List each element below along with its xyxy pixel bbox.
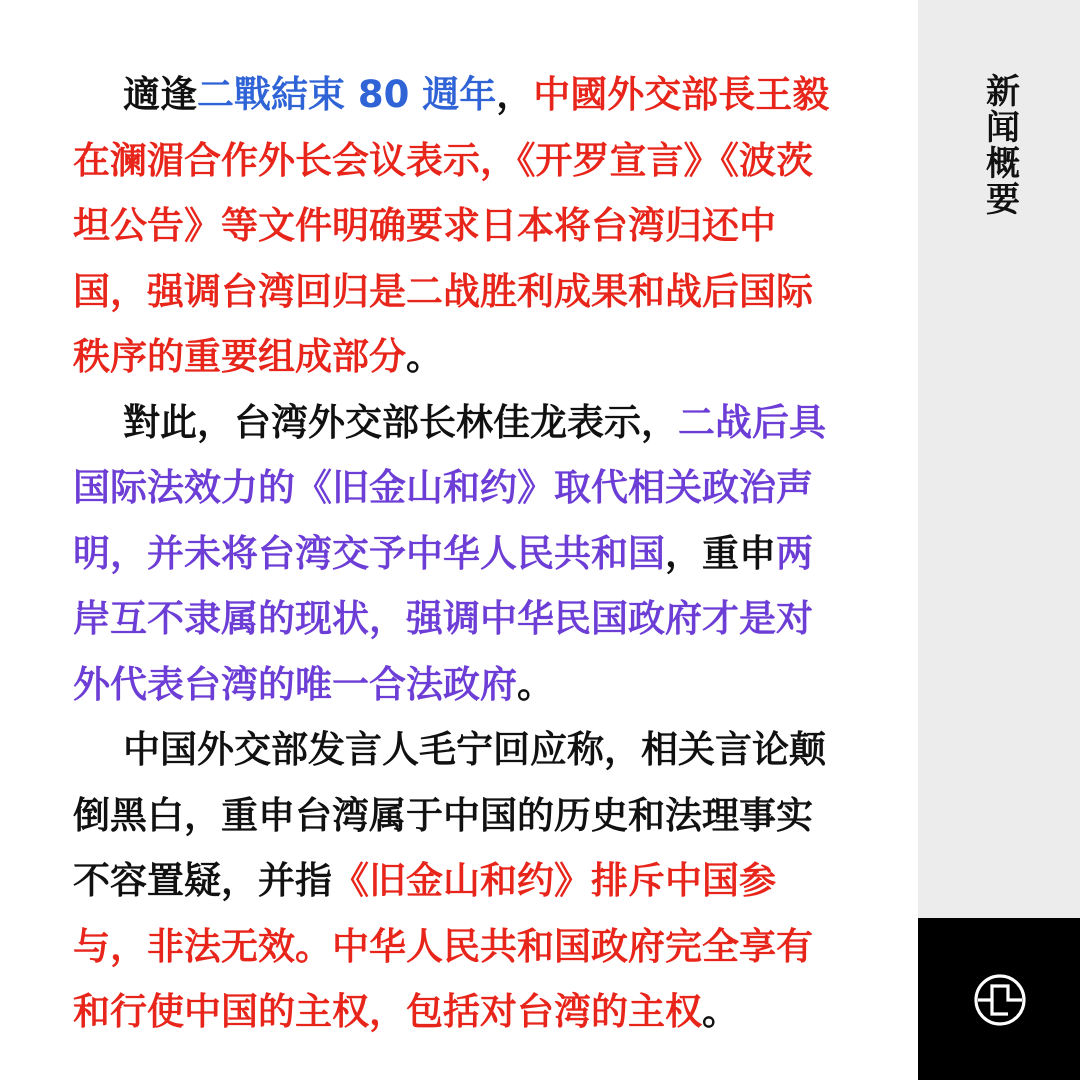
text-segment: 。 <box>406 335 443 378</box>
text-segment: 中国外交部发言人毛宁回应称，相关言论颠倒黑白，重申台湾属于中国的历史和法理事实不容置疑，并指 <box>73 728 826 902</box>
text-segment: 。 <box>702 990 739 1033</box>
text-segment: 二战后具国际法效力的《旧金山和约》取代相关政治声明，并未将台湾交予中华人民共和国 <box>73 400 826 575</box>
text-segment: 二戰結束 80 週年 <box>197 73 497 116</box>
text-segment: ，重申 <box>665 531 776 575</box>
paragraph <box>73 717 833 1045</box>
text-segment: ， <box>496 73 534 116</box>
text-segment: 《旧金山和约》排斥中国参与，非法无效。中华人民共和国政府完全享有和行使中国的主权，包括对台湾的主权 <box>73 859 813 1033</box>
paragraph <box>73 390 833 718</box>
article-body <box>73 62 833 1045</box>
section-title: 新闻概要 <box>986 72 1020 220</box>
text-segment: 。 <box>517 662 554 706</box>
text-segment: 對此，台湾外交部长林佳龙表示， <box>123 400 678 444</box>
circle-logo-icon <box>972 972 1028 1028</box>
text-segment: 中國外交部長王毅在澜湄合作外长会议表示，《开罗宣言》《波茨坦公告》等文件明确要求日本将台湾归还中国，强调台湾回归是二战胜利成果和战后国际秩序的重要组成部分 <box>73 73 830 378</box>
text-segment: 两岸互不隶属的现状，强调中华民国政府才是对外代表台湾的唯一合法政府 <box>73 531 813 706</box>
paragraph <box>73 62 833 390</box>
text-segment: 適逢 <box>123 73 197 116</box>
